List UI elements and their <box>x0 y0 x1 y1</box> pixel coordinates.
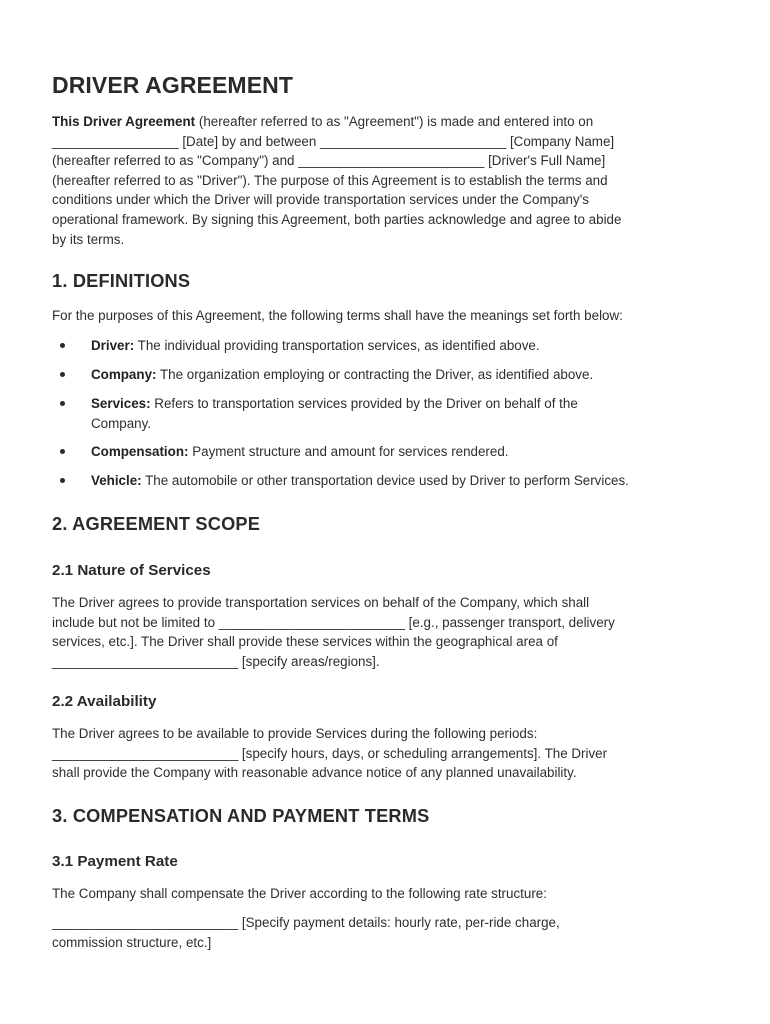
intro-line: (hereafter referred to as "Company") and _________________________ [Driver's Full Name] <box>52 153 606 169</box>
availability-paragraph: The Driver agrees to be available to provide Services during the following periods: _________________________ [specify hours, days, or scheduling arrangements]. The Driver shall provide the Company with reasonable advance notice of any planned unavailability. <box>52 726 608 781</box>
definitions-intro: For the purposes of this Agreement, the following terms shall have the meanings set forth below: <box>52 308 623 323</box>
bullet-icon <box>60 401 65 406</box>
document-page: DRIVER AGREEMENT This Driver Agreement (hereafter referred to as "Agreement") is made and entered into on _________________ [Date] by and between _________________________ [Company Name] (hereafter referred to as "Company") and _________________________ [Driver's Full Name] (hereafter referred to as "Driver"). The purpose of this Agreement is to establish the terms and conditions under which the Driver will provide transportation services under the Company's operational framework. By signing this Agreement, both parties acknowledge and agree to abide by its terms. 1. DEFINITIONS For the purposes of this Agreement, the following terms shall have the meanings set forth below: Driver: The individual providing transportation services, as identified above. Company: The organization employing or contracting the Driver, as identified above. Services: Refers to transportation services provided by the Driver on behalf of the Company. Compensation: Payment structure and amount for services rendered. Vehicle: The automobile or other transportation device used by Driver to perform Services. 2. AGREEMENT SCOPE 2.1 Nature of Services The Driver agrees to provide transportation services on behalf of the Company, which shall include but not be limited to _________________________ [e.g., passenger transport, delivery services, etc.]. The Driver shall provide these services within the geographical area of _________________________ [specify areas/regions]. 2.2 Availability The Driver agrees to be available to provide Services during the following periods: _________________________ [specify hours, days, or scheduling arrangements]. The Driver shall provide the Company with reasonable advance notice of any planned unavailability. 3. COMPENSATION AND PAYMENT TERMS 3.1 Payment Rate The Company shall compensate the Driver according to the following rate structure: _________________________ [Specify payment details: hourly rate, per-ride charge, commission structure, etc.] <box>0 0 770 1024</box>
intro-line: _________________ [Date] by and between _________________________ [Company Name] <box>52 133 615 149</box>
section-heading-compensation: 3. COMPENSATION AND PAYMENT TERMS <box>52 806 430 826</box>
payment-rate-details: _________________________ [Specify payment details: hourly rate, per-ride charge, commission structure, etc.] <box>52 915 560 950</box>
intro-paragraph <box>52 112 722 249</box>
section-heading-scope: 2. AGREEMENT SCOPE <box>52 514 261 534</box>
payment-rate-intro: The Company shall compensate the Driver according to the following rate structure: <box>52 886 547 901</box>
document-title: DRIVER AGREEMENT <box>52 72 293 98</box>
intro-line: (hereafter referred to as "Driver"). The purpose of this Agreement is to establish the terms and <box>52 172 608 188</box>
section-heading-definitions: 1. DEFINITIONS <box>52 271 191 291</box>
intro-line: conditions under which the Driver will provide transportation services under the Company's <box>52 192 589 208</box>
bullet-icon <box>60 478 65 483</box>
bullet-icon <box>60 343 65 348</box>
intro-line: operational framework. By signing this Agreement, both parties acknowledge and agree to abide <box>52 211 622 227</box>
bullet-icon <box>60 372 65 377</box>
subsection-heading-nature: 2.1 Nature of Services <box>52 562 211 579</box>
bullet-icon <box>60 449 65 454</box>
intro-line: This Driver Agreement (hereafter referred to as "Agreement") is made and entered into on <box>52 114 594 129</box>
nature-paragraph: The Driver agrees to provide transportation services on behalf of the Company, which shall include but not be limited to _________________________ [e.g., passenger transport, delivery services, etc.]. The Driver shall provide these services within the geographical area of _________________________ [specify areas/regions]. <box>52 595 615 669</box>
subsection-heading-availability: 2.2 Availability <box>52 693 157 710</box>
intro-lead: This Driver Agreement <box>52 114 196 129</box>
intro-line: by its terms. <box>52 231 125 247</box>
subsection-heading-payment-rate: 3.1 Payment Rate <box>52 853 178 870</box>
